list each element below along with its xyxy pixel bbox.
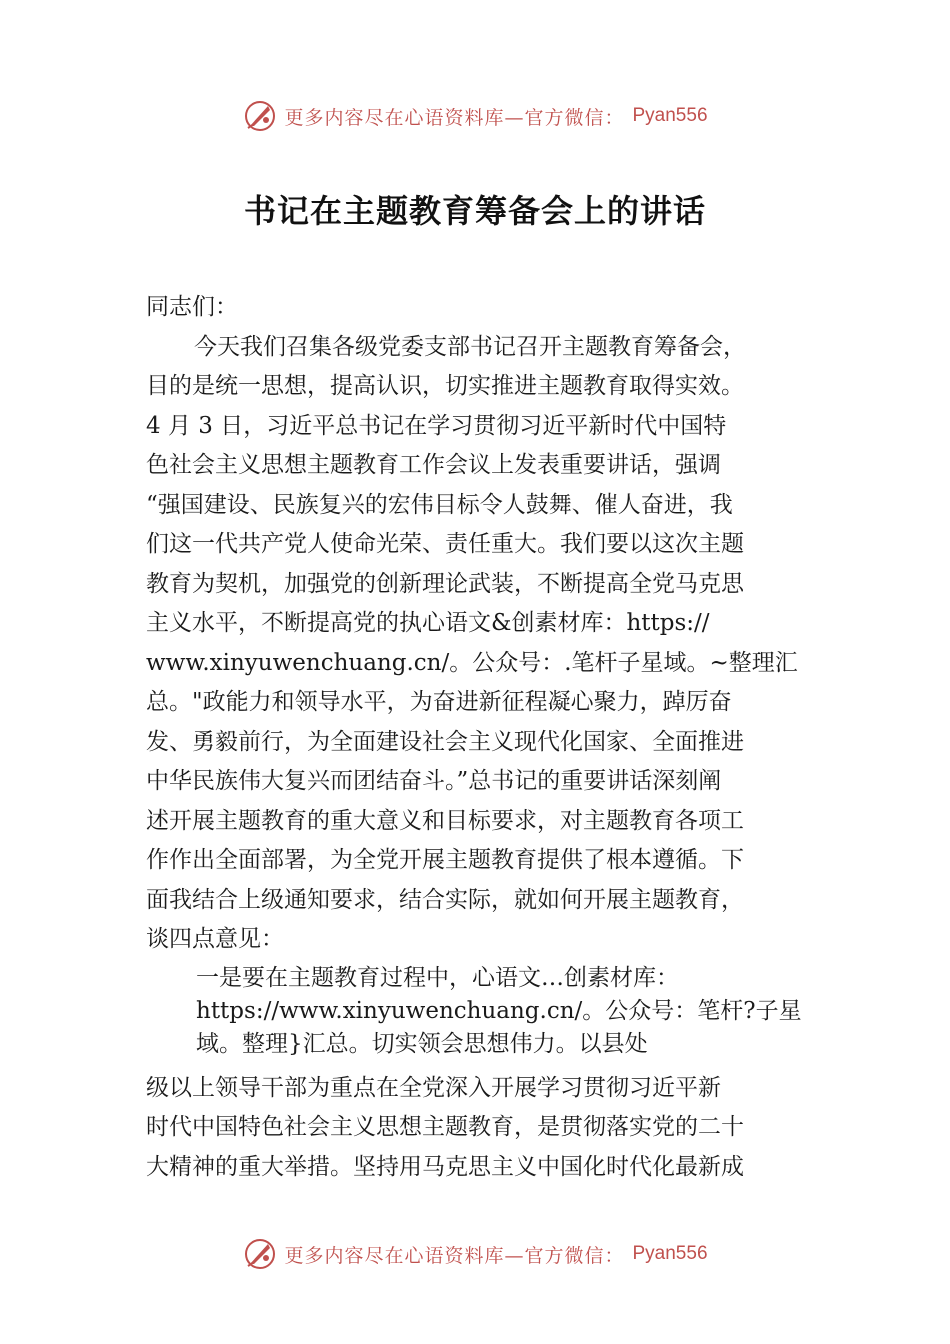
- text-line: 时代中国特色社会主义思想主题教育，是贯彻落实党的二十: [146, 1114, 744, 1140]
- document-body: [146, 288, 826, 1187]
- paragraph-2: [146, 1069, 826, 1188]
- quill-logo-icon: [242, 98, 278, 134]
- text-line: 主义水平，不断提高党的执心语文&创素材库：https://: [146, 610, 710, 636]
- point-1-heading: [196, 960, 826, 1069]
- text-line: 总。"政能力和领导水平，为奋进新征程凝心聚力，踔厉奋: [146, 689, 732, 715]
- text-line: 教育为契机，加强党的创新理论武装，不断提高全党马克思: [146, 570, 744, 597]
- text-line: www.xinyuwenchuang.cn/。公众号：.笔杆子星域。~整理汇: [146, 649, 798, 676]
- header-watermark: [0, 96, 950, 136]
- text-line: 中华民族伟大复兴而团结奋斗。”总书记的重要讲话深刻阐: [146, 768, 722, 794]
- text-line: 作作出全面部署，为全党开展主题教育提供了根本遵循。下: [146, 847, 744, 873]
- footer-watermark: [0, 1234, 950, 1274]
- text-line: 述开展主题教育的重大意义和目标要求，对主题教育各项工: [146, 807, 744, 834]
- text-line: 们这一代共产党人使命光荣、责任重大。我们要以这次主题: [146, 531, 744, 557]
- wechat-id: Pyan556: [632, 105, 708, 126]
- text-line: 面我结合上级通知要求，结合实际，就如何开展主题教育，: [146, 886, 744, 913]
- text-line: https://www.xinyuwenchuang.cn/。公众号：笔杆?子星: [196, 997, 802, 1024]
- paragraph-1: [146, 328, 826, 960]
- text-line: 今天我们召集各级党委支部书记召开主题教育筹备会，: [194, 333, 746, 360]
- text-line: 发、勇毅前行，为全面建设社会主义现代化国家、全面推进: [146, 728, 744, 755]
- watermark-text: 更多内容尽在心语资料库—官方微信：: [284, 106, 625, 129]
- text-line: 4 月 3 日，习近平总书记在学习贯彻习近平新时代中国特: [146, 412, 727, 439]
- text-line: 色社会主义思想主题教育工作会议上发表重要讲话，强调: [146, 452, 721, 478]
- text-line: 目的是统一思想，提高认识，切实推进主题教育取得实效。: [146, 373, 744, 399]
- document-title: 书记在主题教育筹备会上的讲话: [243, 192, 706, 230]
- watermark-text: 更多内容尽在心语资料库—官方微信：: [284, 1244, 625, 1267]
- text-line: “强国建设、民族复兴的宏伟目标令人鼓舞、催人奋进，我: [146, 491, 733, 518]
- text-line: 域。整理}汇总。切实领会思想伟力。以县处: [196, 1030, 648, 1057]
- wechat-id: Pyan556: [632, 1243, 708, 1264]
- salutation: 同志们：: [146, 294, 238, 320]
- text-line: 谈四点意见：: [146, 926, 284, 952]
- quill-logo-icon: [242, 1236, 278, 1272]
- text-line: 级以上领导干部为重点在全党深入开展学习贯彻习近平新: [146, 1074, 721, 1101]
- text-line: 大精神的重大举措。坚持用马克思主义中国化时代化最新成: [146, 1153, 744, 1180]
- text-line: 一是要在主题教育过程中，心语文…创素材库：: [196, 964, 679, 991]
